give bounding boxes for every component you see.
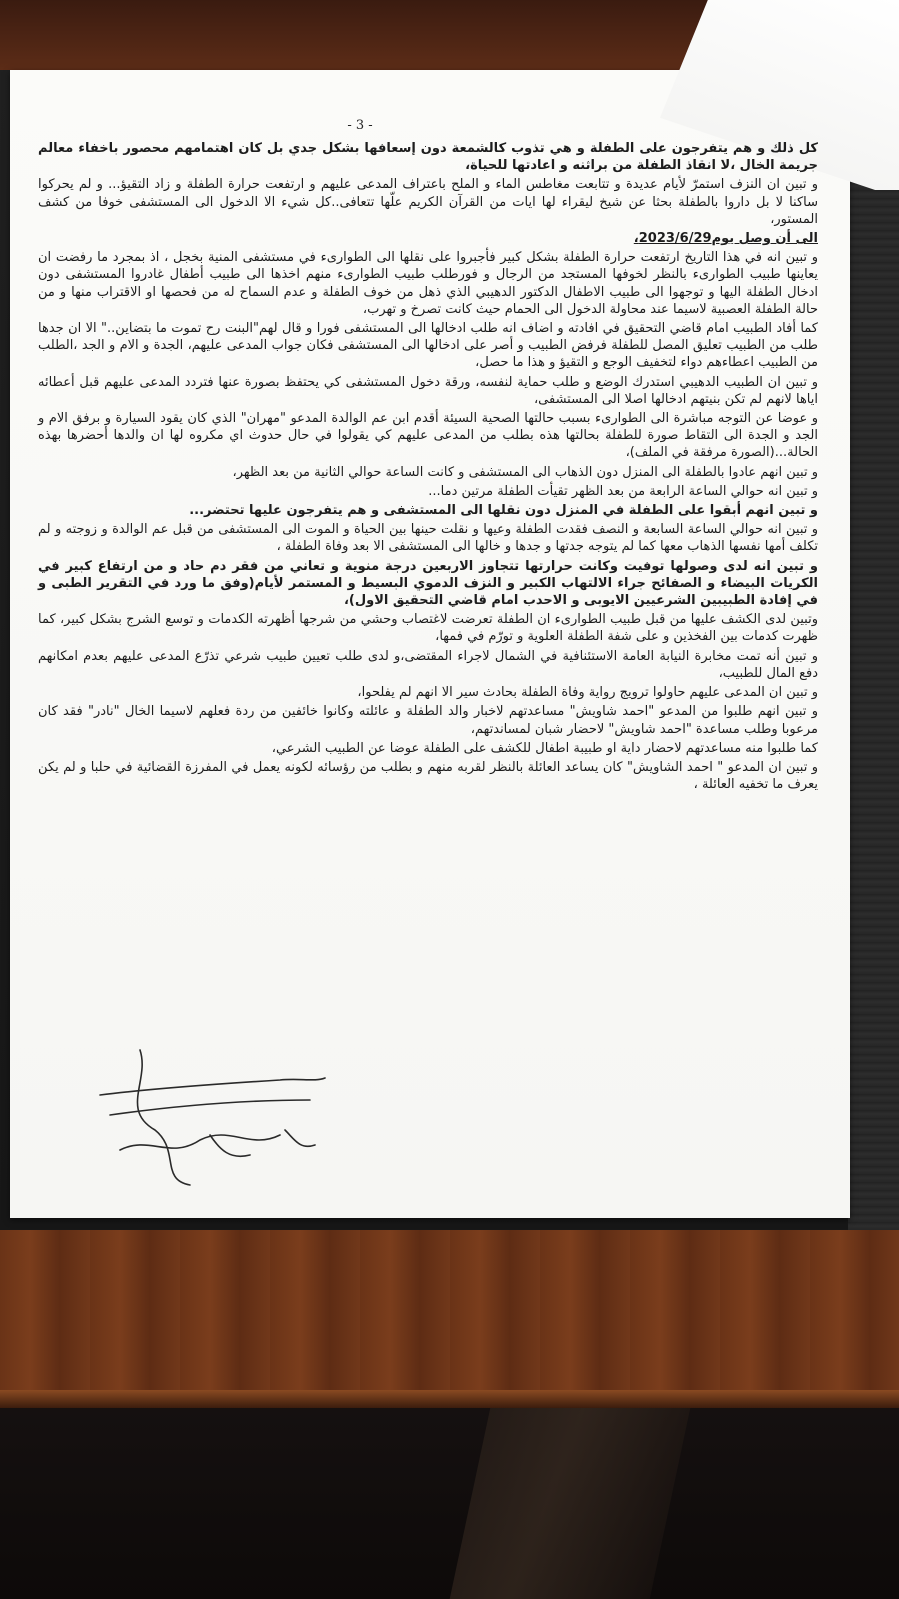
floor-light-strip — [450, 1408, 691, 1599]
paragraph: كما أفاد الطبيب امام قاضي التحقيق في افادته و اضاف انه طلب ادخالها الى المستشفى فورا و قال لهم"البنت رح تموت ما بتضاين.." الا ان جدها طلب من الطبيب تعليق المصل للطفلة فرفض الطبيب و أصر على ادخالها الى المستشفى فكان جواب المدعى عليهم، الجدة و الام و الجد ،الطلب من الطبيب اعطاءهم دواء لتخفيف الوجع و التقيؤ و هذا ما حصل، — [38, 321, 818, 371]
paragraph: كل ذلك و هم يتفرجون على الطفلة و هي تذوب كالشمعة دون إسعافها بشكل جدي بل كان اهتمامهم محصور باخفاء معالم جريمة الخال ،لا انقاذ الطفلة من براثنه و اعادتها للحياة، — [38, 141, 818, 174]
paragraph: و تبين ان المدعى عليهم حاولوا ترويج رواية وفاة الطفلة بحادث سير الا انهم لم يفلحوا، — [357, 685, 818, 701]
table-edge — [0, 1390, 899, 1408]
paragraph: و عوضا عن التوجه مباشرة الى الطوارىء بسبب حالتها الصحية السيئة أقدم ابن عم الوالدة المدعو "مهران" الذي كان يقود السيارة و برفق الام و الجد و الجدة الى التقاط صورة للطفلة بحالتها هذه بطلب من المدعى عليهم كي يقولوا في حال حدوث اي مكروه لها ان والدها أحضرها بهذه الحالة...(الصورة مرفقة في الملف)، — [38, 411, 818, 461]
paragraph: و تبين ان النزف استمرّ لأيام عديدة و تتابعت مغاطس الماء و الملح باعتراف المدعى عليهم و ارتفعت حرارة الطفلة و زاد التقيؤ... و لم يحركوا ساكنا لا بل داروا بالطفلة بحثا عن شيخ ليقراء لها ايات من القرآن الكريم علّها تتعافى..كل شيء الا الدخول الى المستشفى خوفا من كشف المستور، — [38, 177, 818, 227]
paragraph: و تبين أنه تمت مخابرة النيابة العامة الاستئنافية في الشمال لاجراء المقتضى،و لدى طلب تعيين طبيب شرعي تذرّع المدعى عليهم بعدم امكانهم دفع المال للطبيب، — [38, 648, 818, 681]
floor — [0, 1408, 899, 1599]
paragraph: وتبين لدى الكشف عليها من قبل طبيب الطوارىء ان الطفلة تعرضت لاغتصاب وحشي من شرجها أظهرته الكدمات و توسع الشرج بشكل كبير، كما ظهرت كدمات بين الفخذين و على شفة الطفلة العلوية و تورّم في فمها، — [38, 612, 818, 645]
paragraph: و تبين انه حوالي الساعة الرابعة من بعد الظهر تقيأت الطفلة مرتين دما... — [428, 483, 818, 499]
paragraph: و تبين ان المدعو " احمد الشاويش" كان يساعد العائلة بالنظر لقربه منهم و بطلب من رؤسائه لكونه يعمل في المفرزة القضائية في حلبا و لم يكن يعرف ما تخفيه العائلة ، — [38, 759, 818, 793]
paragraph: و تبين انهم عادوا بالطفلة الى المنزل دون الذهاب الى المستشفى و كانت الساعة حوالي الثانية من بعد الظهر، — [232, 464, 818, 480]
paragraph: و تبين ان الطبيب الدهيبي استدرك الوضع و طلب حماية لنفسه، ورقة دخول المستشفى كي يحتفظ بصورة عنها فتردد المدعى عليهم قبل أعطائه اياها لانهم لم تكن بنيتهم ادخالها اصلا الى المستشفى، — [38, 374, 818, 407]
paragraph: و تبين انه في هذا التاريخ ارتفعت حرارة الطفلة بشكل كبير فأجبروا على نقلها الى الطوارىء في مستشفى المنية بخجل ، اذ بمجرد ما رفضت ان يعاينها طبيب الطوارىء بالنظر لخوفها المستجد من الرجال و فورطلب طبيب الطوارىء منهم اخذها الى طبيب أطفال غادروا المستشفى دون ادخال الطفلة اليها و توجهوا الى طبيب الاطفال الدكتور الدهيبي الذي ذهل من خوف الطفلة و عدم السماح له من فحصها او الاقتراب منها و من حالة الطفلة العصبية لاسيما عند محاولة الدخول الى الحمام حيث كانت تصرخ و تهرب، — [38, 250, 818, 317]
paragraph: و تبين انهم طلبوا من المدعو "احمد شاويش" مساعدتهم لاخبار والد الطفلة و عائلته وكانوا خائفين من ردة فعلهم لاسيما الخال "نادر" فقد كان مرعوبا وطلب مساعدة "احمد شاويش" لاحضار شبان لمساندتهم، — [38, 704, 818, 737]
paragraph: و تبين انه لدى وصولها توفيت وكانت حرارتها تتجاوز الاربعين درجة منوية و تعاني من فقر دم حاد و من ارتفاع كبير في الكريات البيضاء و الصفائح جراء الالتهاب الكبير و النزف الدموي البسيط و المستمر لأيام(وفق ما ورد في التقرير الطبى و في إفادة الطبيبين الشرعيين الايوبى و الاحدب امام قاضي التحقيق الاول)، — [38, 558, 818, 609]
paragraph: كما طلبوا منه مساعدتهم لاحضار داية او طبيبة اطفال للكشف على الطفلة عوضا عن الطبيب الشرعي، — [271, 740, 818, 756]
document-body — [38, 140, 818, 795]
page-number: - 3 - — [347, 118, 373, 133]
paragraph: و تبين انهم أبقوا على الطفلة في المنزل دون نقلها الى المستشفى و هم يتفرجون عليها تحتضر... — [189, 503, 818, 519]
paragraph: الى أن وصل يوم2023/6/29، — [633, 231, 818, 247]
paragraph: و تبين انه حوالي الساعة السابعة و النصف فقدت الطفلة وعيها و نقلت حينها بين الحياة و الموت الى المستشفى من قبل عم الوالدة و زوجته و لم تكلف أمها نفسها الذهاب معها كما لم يتوجه جدتها و جدها و خالها الى المستشفى الا بعد وفاة الطفلة ، — [38, 522, 818, 555]
binder-edge — [848, 160, 899, 1230]
signature-stamp — [80, 1040, 340, 1190]
